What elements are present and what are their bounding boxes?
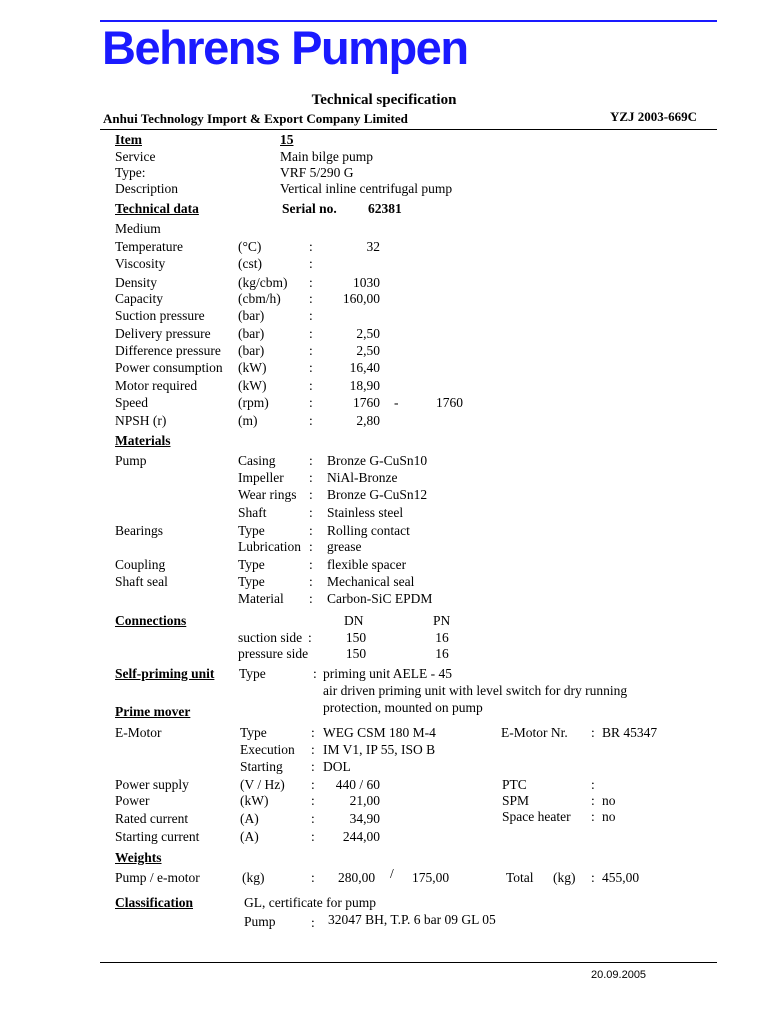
material-row-colon: : <box>309 557 313 572</box>
prime-mover-row-value: WEG CSM 180 M-4 <box>323 725 436 740</box>
material-row-group: Pump <box>115 453 147 468</box>
prime-mover-row-label: Execution <box>240 742 295 757</box>
tech-row-value: 160,00 <box>342 291 380 306</box>
self-priming-colon: : <box>313 666 317 681</box>
material-row-value: Carbon-SiC EPDM <box>327 591 433 606</box>
technical-data-heading: Technical data <box>115 201 199 216</box>
motor-extra-row-label: PTC <box>502 777 527 792</box>
item-row-value: VRF 5/290 G <box>280 165 354 180</box>
document-title: Technical specification <box>311 92 457 108</box>
material-row-group: Coupling <box>115 557 166 572</box>
tech-row-label: Power consumption <box>115 360 223 375</box>
item-number: 15 <box>280 132 294 147</box>
material-row-part: Lubrication <box>238 539 301 554</box>
emotor-label: E-Motor <box>115 725 162 740</box>
material-row-part: Impeller <box>238 470 284 485</box>
weights-slash: / <box>390 866 394 881</box>
tech-row-unit: (cst) <box>238 256 262 271</box>
item-row-label: Type: <box>115 165 146 180</box>
tech-row-label: Temperature <box>115 239 184 254</box>
total-unit: (kg) <box>553 870 576 885</box>
motor-extra-row-label: Space heater <box>502 809 571 824</box>
connection-row-dn: 150 <box>345 630 367 645</box>
electrical-row-value: 244,00 <box>342 829 380 844</box>
item-row-label: Description <box>115 181 178 196</box>
electrical-row-colon: : <box>311 829 315 844</box>
tech-row-colon: : <box>309 239 313 254</box>
material-row-part: Type <box>238 557 265 572</box>
tech-row-label: Difference pressure <box>115 343 221 358</box>
material-row-value: Rolling contact <box>327 523 410 538</box>
prime-mover-row-colon: : <box>311 742 315 757</box>
electrical-row-value: 21,00 <box>349 793 380 808</box>
tech-row-label: Speed <box>115 395 148 410</box>
tech-row-value: 1760 <box>353 395 380 410</box>
tech-row-value: 2,50 <box>356 326 380 341</box>
emotor-nr-value: BR 45347 <box>602 725 658 740</box>
motor-weight: 175,00 <box>412 870 450 885</box>
tech-row-unit: (kW) <box>238 360 267 375</box>
tech-row-unit: (bar) <box>238 326 265 341</box>
material-row-colon: : <box>309 591 313 606</box>
tech-row-colon: : <box>309 326 313 341</box>
tech-row-label: Motor required <box>115 378 198 393</box>
weights-unit: (kg) <box>242 870 265 885</box>
electrical-row-colon: : <box>311 811 315 826</box>
material-row-group: Bearings <box>115 523 163 538</box>
tech-row-colon: : <box>309 308 313 323</box>
electrical-row-value: 440 / 60 <box>335 777 380 792</box>
electrical-row-unit: (A) <box>240 829 259 844</box>
prime-mover-row-value: IM V1, IP 55, ISO B <box>323 742 436 757</box>
tech-row-unit: (bar) <box>238 308 265 323</box>
electrical-row-label: Power supply <box>115 777 189 792</box>
motor-extra-row-label: SPM <box>502 793 530 808</box>
material-row-part: Type <box>238 523 265 538</box>
tech-row-value: 16,40 <box>349 360 380 375</box>
tech-row-label: Delivery pressure <box>115 326 211 341</box>
electrical-row-colon: : <box>311 793 315 808</box>
tech-row-value: 32 <box>366 239 380 254</box>
tech-row-unit: (rpm) <box>238 395 269 410</box>
material-row-colon: : <box>309 505 313 520</box>
motor-extra-row-value: no <box>602 809 616 824</box>
self-priming-heading: Self-priming unit <box>115 666 215 681</box>
material-row-value: Bronze G-CuSn10 <box>327 453 428 468</box>
material-row-colon: : <box>309 539 313 554</box>
tech-row-unit: (m) <box>238 413 258 428</box>
tech-row-label: Medium <box>115 221 161 236</box>
tech-row-colon: : <box>309 378 313 393</box>
tech-row-unit: (bar) <box>238 343 265 358</box>
prime-mover-row-colon: : <box>311 759 315 774</box>
emotor-nr-label: E-Motor Nr. <box>501 725 568 740</box>
weights-label: Pump / e-motor <box>115 870 200 885</box>
tech-row-colon: : <box>309 256 313 271</box>
customer-company: Anhui Technology Import & Export Company Limited <box>103 111 408 126</box>
electrical-row-value: 34,90 <box>349 811 380 826</box>
footer-date: 20.09.2005 <box>591 969 647 981</box>
material-row-value: Stainless steel <box>327 505 404 520</box>
item-heading: Item <box>115 132 142 147</box>
electrical-row-label: Rated current <box>115 811 189 826</box>
material-row-part: Wear rings <box>238 487 297 502</box>
weights-colon: : <box>311 870 315 885</box>
connection-row-label: suction side <box>238 630 303 645</box>
tech-row-label: Density <box>115 275 157 290</box>
tech-row-label: Viscosity <box>115 256 166 271</box>
tech-row-value: 1030 <box>353 275 380 290</box>
connection-row-dn: 150 <box>345 646 367 661</box>
total-colon: : <box>591 870 595 885</box>
speed-dash: - <box>394 395 399 410</box>
tech-row-unit: (cbm/h) <box>238 291 281 306</box>
reference-number: YZJ 2003-669C <box>610 109 698 124</box>
classification-heading: Classification <box>115 895 194 910</box>
connection-row-pn: 16 <box>435 646 449 661</box>
pn-header: PN <box>433 613 451 628</box>
motor-extra-row-colon: : <box>591 809 595 824</box>
company-logo: Behrens Pumpen <box>102 21 468 74</box>
tech-row-unit: (kg/cbm) <box>238 275 288 290</box>
prime-mover-row-value: DOL <box>323 759 351 774</box>
item-row-label: Service <box>115 149 156 164</box>
electrical-row-label: Starting current <box>115 829 200 844</box>
serial-label: Serial no. <box>282 201 337 216</box>
classification-line1: GL, certificate for pump <box>244 895 376 910</box>
material-row-colon: : <box>309 470 313 485</box>
tech-row-unit: (kW) <box>238 378 267 393</box>
total-weight: 455,00 <box>602 870 640 885</box>
material-row-value: NiAl-Bronze <box>327 470 398 485</box>
emotor-nr-colon: : <box>591 725 595 740</box>
material-row-value: Mechanical seal <box>327 574 415 589</box>
tech-row-colon: : <box>309 343 313 358</box>
pump-weight: 280,00 <box>338 870 376 885</box>
material-row-value: grease <box>327 539 362 554</box>
motor-extra-row-colon: : <box>591 777 595 792</box>
classification-colon: : <box>311 915 315 930</box>
tech-row-colon: : <box>309 395 313 410</box>
material-row-colon: : <box>309 574 313 589</box>
connection-row-label: pressure side <box>238 646 309 661</box>
tech-row-colon: : <box>309 413 313 428</box>
tech-row-colon: : <box>309 275 313 290</box>
total-label: Total <box>506 870 534 885</box>
tech-row-value: 18,90 <box>349 378 380 393</box>
tech-row-label: Suction pressure <box>115 308 205 323</box>
speed-max: 1760 <box>436 395 463 410</box>
electrical-row-label: Power <box>115 793 150 808</box>
prime-mover-row-label: Type <box>240 725 267 740</box>
tech-row-colon: : <box>309 360 313 375</box>
motor-extra-row-value: no <box>602 793 616 808</box>
connection-row-colon: : <box>308 630 312 645</box>
motor-extra-row-colon: : <box>591 793 595 808</box>
weights-heading: Weights <box>115 850 162 865</box>
prime-mover-row-colon: : <box>311 725 315 740</box>
self-priming-line3: protection, mounted on pump <box>323 700 483 715</box>
prime-mover-row-label: Starting <box>240 759 283 774</box>
electrical-row-unit: (A) <box>240 811 259 826</box>
material-row-part: Material <box>238 591 284 606</box>
item-row-value: Main bilge pump <box>280 149 373 164</box>
electrical-row-colon: : <box>311 777 315 792</box>
connection-row-pn: 16 <box>435 630 449 645</box>
header-rule <box>100 129 717 130</box>
self-priming-line2: air driven priming unit with level switch for dry running <box>323 683 628 698</box>
materials-heading: Materials <box>115 433 171 448</box>
tech-row-label: Capacity <box>115 291 163 306</box>
classification-pump-value: 32047 BH, T.P. 6 bar 09 GL 05 <box>328 912 496 927</box>
material-row-value: Bronze G-CuSn12 <box>327 487 428 502</box>
tech-row-label: NPSH (r) <box>115 413 167 428</box>
item-row-value: Vertical inline centrifugal pump <box>280 181 453 196</box>
electrical-row-unit: (kW) <box>240 793 269 808</box>
material-row-part: Casing <box>238 453 276 468</box>
material-row-colon: : <box>309 487 313 502</box>
connections-heading: Connections <box>115 613 187 628</box>
prime-mover-heading: Prime mover <box>115 704 191 719</box>
material-row-colon: : <box>309 453 313 468</box>
material-row-colon: : <box>309 523 313 538</box>
material-row-value: flexible spacer <box>327 557 407 572</box>
tech-row-unit: (°C) <box>238 239 262 254</box>
dn-header: DN <box>344 613 364 628</box>
electrical-row-unit: (V / Hz) <box>240 777 285 792</box>
tech-row-colon: : <box>309 291 313 306</box>
tech-row-value: 2,80 <box>356 413 380 428</box>
serial-value: 62381 <box>368 201 402 216</box>
footer-rule <box>100 962 717 963</box>
self-priming-type-label: Type <box>239 666 266 681</box>
classification-pump-label: Pump <box>244 914 276 929</box>
material-row-part: Shaft <box>238 505 267 520</box>
tech-row-value: 2,50 <box>356 343 380 358</box>
material-row-part: Type <box>238 574 265 589</box>
self-priming-line1: priming unit AELE - 45 <box>323 666 452 681</box>
material-row-group: Shaft seal <box>115 574 168 589</box>
